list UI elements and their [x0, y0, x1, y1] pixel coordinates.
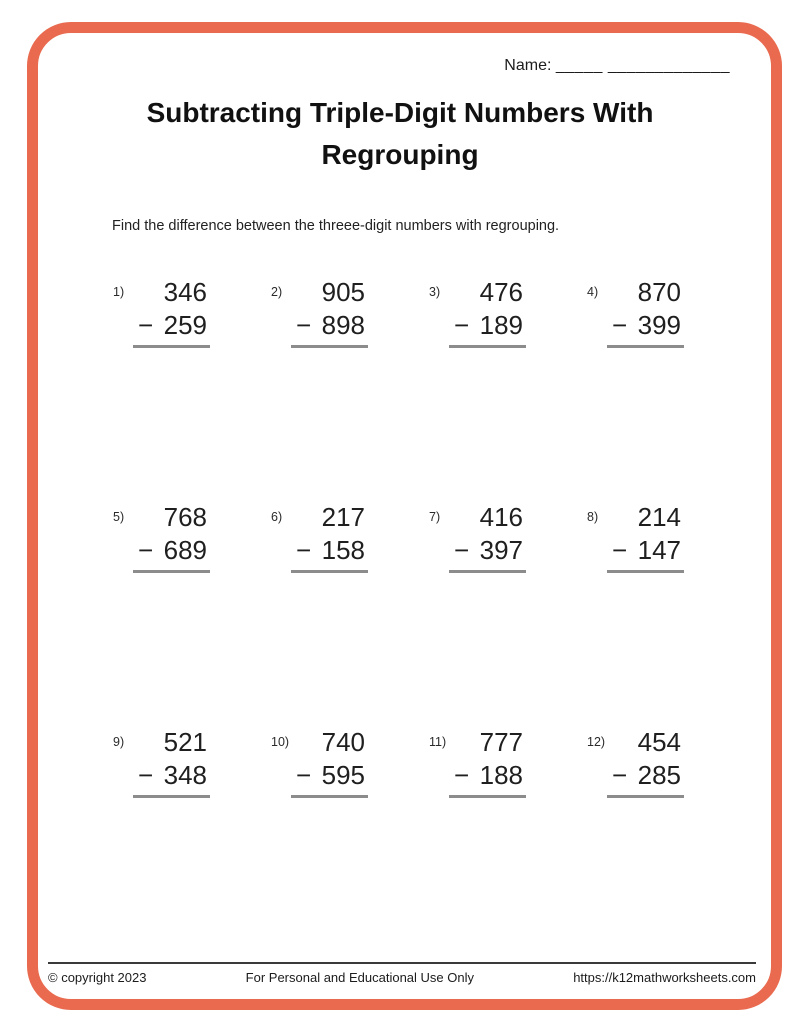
copyright-text: © copyright 2023: [48, 970, 147, 985]
subtraction-row: [291, 534, 368, 567]
answer-line: [449, 345, 526, 348]
minus-sign: −: [138, 759, 154, 790]
answer-line: [607, 345, 684, 348]
minuend: 214: [637, 502, 681, 532]
problem-number: 3): [429, 285, 441, 299]
subtraction-problem: [113, 501, 271, 726]
title-line-2: Regrouping: [321, 139, 479, 170]
subtraction-problem: [271, 726, 429, 951]
subtrahend: 158: [321, 534, 365, 565]
subtraction-problem: [587, 726, 745, 951]
minus-sign: −: [138, 534, 154, 565]
name-label: Name:: [504, 57, 552, 74]
answer-line: [607, 570, 684, 573]
answer-line: [133, 570, 210, 573]
name-blank-line: _____ _____________: [555, 57, 730, 74]
answer-line: [291, 795, 368, 798]
website-url: https://k12mathworksheets.com: [573, 970, 756, 985]
subtraction-problem: [113, 276, 271, 501]
answer-line: [449, 795, 526, 798]
subtraction-row: [449, 534, 526, 567]
minuend: 217: [321, 502, 365, 532]
worksheet-title: [0, 92, 800, 176]
minuend: 521: [163, 727, 207, 757]
minuend: 768: [163, 502, 207, 532]
problem-body: [291, 501, 368, 573]
problem-body: [133, 276, 210, 348]
minus-sign: −: [612, 534, 628, 565]
subtraction-row: [449, 309, 526, 342]
minuend: 416: [479, 502, 523, 532]
minus-sign: −: [454, 534, 470, 565]
problem-number: 5): [113, 510, 125, 524]
subtrahend: 285: [637, 759, 681, 790]
subtraction-row: [133, 534, 210, 567]
minuend: 476: [479, 277, 523, 307]
problem-number: 12): [587, 735, 606, 749]
page-footer: [48, 962, 756, 985]
minuend: 454: [637, 727, 681, 757]
subtrahend: 348: [163, 759, 207, 790]
problem-number: 8): [587, 510, 599, 524]
answer-line: [449, 570, 526, 573]
instructions-text: Find the difference between the threee-digit numbers with regrouping.: [112, 218, 560, 234]
subtraction-problem: [587, 501, 745, 726]
problem-number: 11): [429, 735, 447, 749]
problem-body: [291, 726, 368, 798]
problem-body: [133, 726, 210, 798]
problem-body: [607, 726, 684, 798]
problem-number: 1): [113, 285, 125, 299]
answer-line: [291, 345, 368, 348]
usage-text: For Personal and Educational Use Only: [245, 970, 475, 985]
subtraction-row: [607, 309, 684, 342]
subtraction-row: [133, 759, 210, 792]
subtrahend: 595: [321, 759, 365, 790]
subtrahend: 259: [163, 309, 207, 340]
answer-line: [133, 345, 210, 348]
minus-sign: −: [138, 309, 154, 340]
title-line-1: Subtracting Triple-Digit Numbers With: [146, 97, 654, 128]
problem-body: [449, 501, 526, 573]
subtraction-row: [291, 759, 368, 792]
subtraction-problem: [429, 726, 587, 951]
minus-sign: −: [296, 759, 312, 790]
minuend: 740: [321, 727, 365, 757]
problem-body: [133, 501, 210, 573]
answer-line: [291, 570, 368, 573]
subtraction-problem: [429, 276, 587, 501]
problem-body: [449, 276, 526, 348]
minus-sign: −: [612, 309, 628, 340]
subtrahend: 188: [479, 759, 523, 790]
subtraction-problem: [271, 501, 429, 726]
subtrahend: 147: [637, 534, 681, 565]
subtraction-row: [133, 309, 210, 342]
problem-number: 7): [429, 510, 441, 524]
subtrahend: 689: [163, 534, 207, 565]
subtrahend: 399: [637, 309, 681, 340]
problem-body: [291, 276, 368, 348]
problem-number: 9): [113, 735, 125, 749]
subtrahend: 189: [479, 309, 523, 340]
subtraction-row: [449, 759, 526, 792]
problem-number: 10): [271, 735, 290, 749]
minus-sign: −: [612, 759, 628, 790]
subtraction-problem: [429, 501, 587, 726]
problem-number: 6): [271, 510, 283, 524]
minus-sign: −: [296, 309, 312, 340]
minuend: 777: [479, 727, 523, 757]
problem-number: 2): [271, 285, 283, 299]
answer-line: [607, 795, 684, 798]
subtraction-problem: [271, 276, 429, 501]
subtraction-problem: [113, 726, 271, 951]
name-field: [504, 57, 730, 75]
problem-number: 4): [587, 285, 599, 299]
minus-sign: −: [454, 759, 470, 790]
minuend: 346: [163, 277, 207, 307]
subtrahend: 898: [321, 309, 365, 340]
subtraction-problem: [587, 276, 745, 501]
minus-sign: −: [296, 534, 312, 565]
minus-sign: −: [454, 309, 470, 340]
problems-grid: [113, 276, 745, 951]
minuend: 905: [321, 277, 365, 307]
problem-body: [449, 726, 526, 798]
subtraction-row: [607, 759, 684, 792]
subtrahend: 397: [479, 534, 523, 565]
subtraction-row: [607, 534, 684, 567]
minuend: 870: [637, 277, 681, 307]
subtraction-row: [291, 309, 368, 342]
problem-body: [607, 276, 684, 348]
answer-line: [133, 795, 210, 798]
problem-body: [607, 501, 684, 573]
